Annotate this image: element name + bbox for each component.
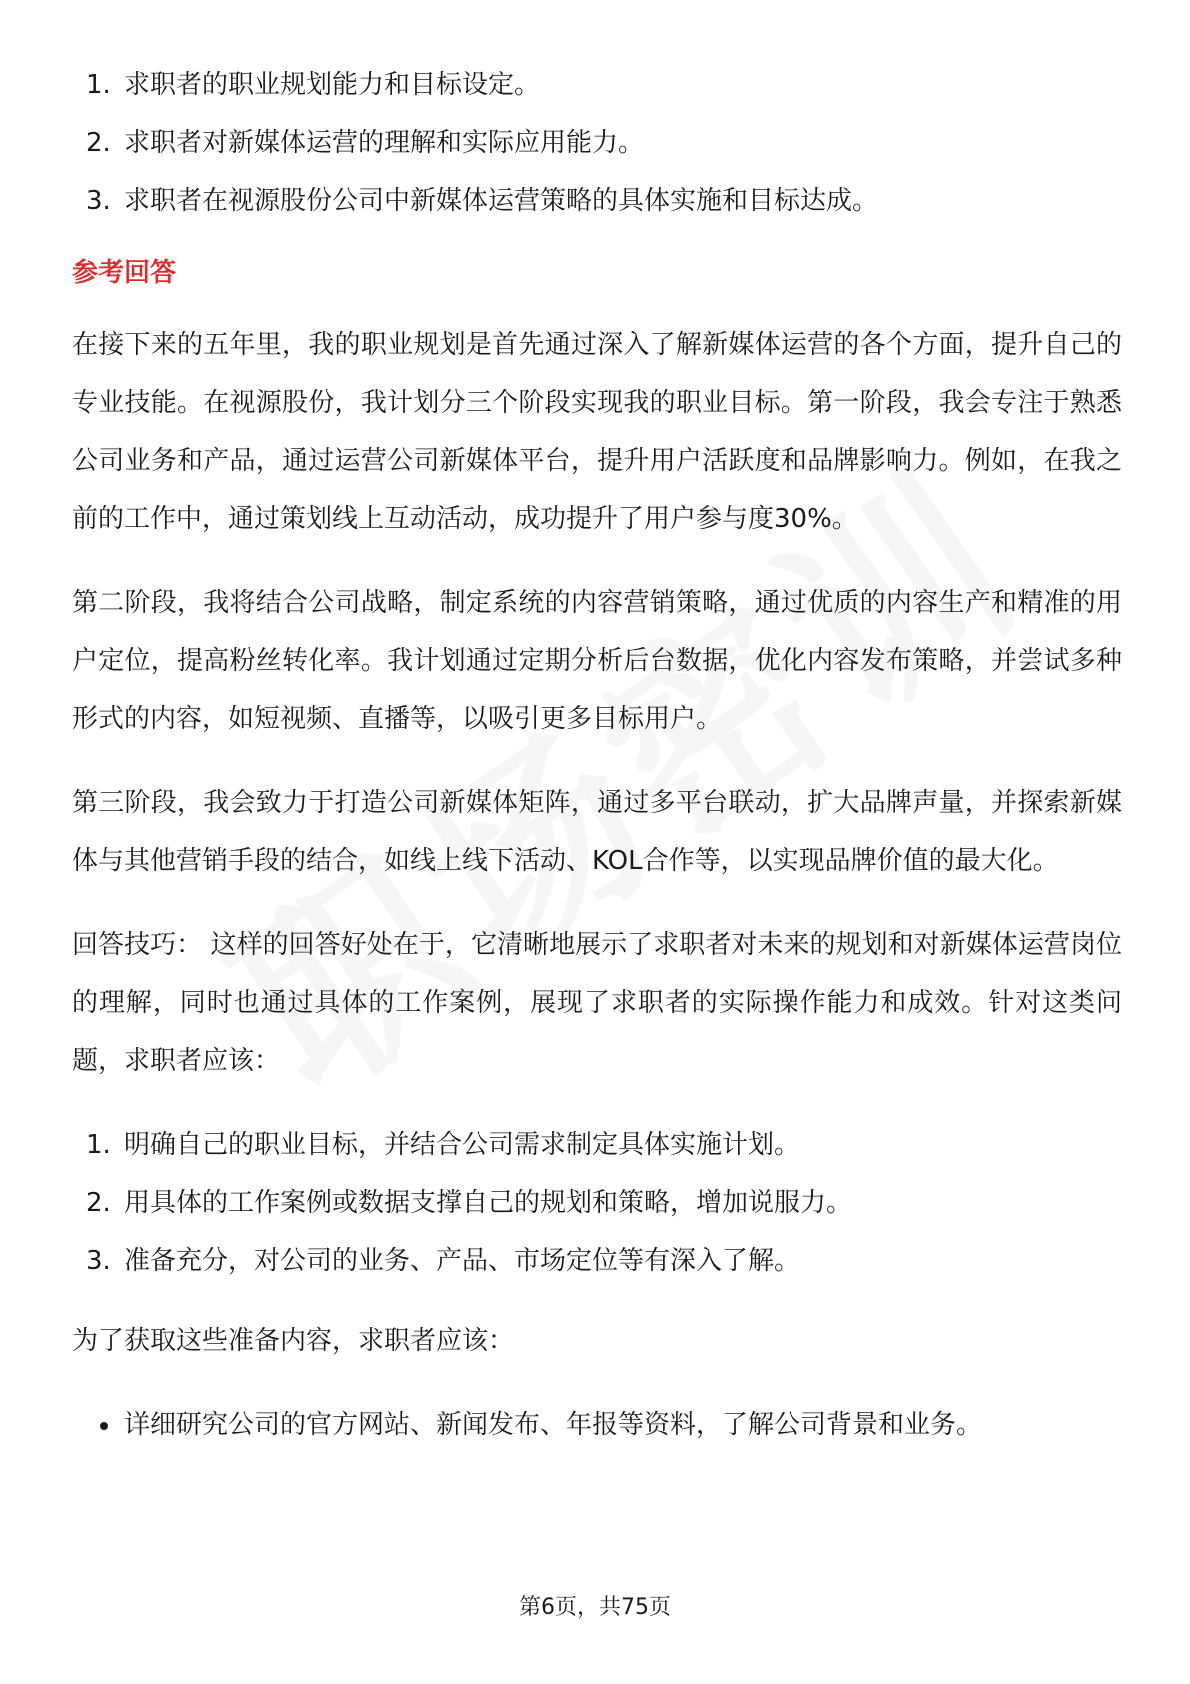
- list-text: 准备充分，对公司的业务、产品、市场定位等有深入了解。: [124, 1246, 801, 1276]
- list-number: 3.: [86, 186, 111, 216]
- answer-paragraph-1: 在接下来的五年里，我的职业规划是首先通过深入了解新媒体运营的各个方面，提升自己的专业技能。在视源股份，我计划分三个阶段实现我的职业目标。第一阶段，我会专注于熟悉公司业务和产品，通过运营公司新媒体平台，提升用户活跃度和品牌影响力。例如，在我之前的工作中，通过策划线上互动活动，成功提升了用户参与度30%。: [72, 330, 1122, 534]
- tips-list: [72, 1116, 1122, 1290]
- list-text: 明确自己的职业目标，并结合公司需求制定具体实施计划。: [124, 1130, 801, 1160]
- list-item: [72, 1174, 1122, 1232]
- assessment-points-list: [72, 56, 1122, 230]
- prep-intro-paragraph: 为了获取这些准备内容，求职者应该：: [72, 1326, 515, 1356]
- list-text: 求职者的职业规划能力和目标设定。: [124, 70, 541, 100]
- list-item: [72, 1116, 1122, 1174]
- list-number: 1.: [86, 70, 111, 100]
- answer-tips-paragraph: 回答技巧： 这样的回答好处在于，它清晰地展示了求职者对未来的规划和对新媒体运营岗位的理解，同时也通过具体的工作案例，展现了求职者的实际操作能力和成效。针对这类问题，求职者应该：: [72, 930, 1122, 1076]
- page-footer: 第6页，共75页: [519, 1595, 671, 1620]
- list-item: [72, 114, 1122, 172]
- list-number: 1.: [86, 1130, 111, 1160]
- answer-paragraph-2: 第二阶段，我将结合公司战略，制定系统的内容营销策略，通过优质的内容生产和精准的用户定位，提高粉丝转化率。我计划通过定期分析后台数据，优化内容发布策略，并尝试多种形式的内容，如短视频、直播等，以吸引更多目标用户。: [72, 588, 1122, 734]
- list-text: 求职者对新媒体运营的理解和实际应用能力。: [124, 128, 645, 158]
- page-content: [72, 56, 1122, 1454]
- list-item: [72, 172, 1122, 230]
- list-number: 2.: [86, 128, 111, 158]
- bullet-item: 详细研究公司的官方网站、新闻发布、年报等资料，了解公司背景和业务。: [72, 1396, 1122, 1454]
- list-number: 2.: [86, 1188, 111, 1218]
- list-item: [72, 1232, 1122, 1290]
- list-text: 求职者在视源股份公司中新媒体运营策略的具体实施和目标达成。: [124, 186, 879, 216]
- list-number: 3.: [86, 1246, 111, 1276]
- answer-paragraph-3: 第三阶段，我会致力于打造公司新媒体矩阵，通过多平台联动，扩大品牌声量，并探索新媒体与其他营销手段的结合，如线上线下活动、KOL合作等，以实现品牌价值的最大化。: [72, 788, 1122, 876]
- prep-bullet-list: [72, 1396, 1122, 1454]
- list-item: [72, 56, 1122, 114]
- list-text: 用具体的工作案例或数据支撑自己的规划和策略，增加说服力。: [124, 1188, 853, 1218]
- reference-answer-heading: 参考回答: [72, 258, 177, 288]
